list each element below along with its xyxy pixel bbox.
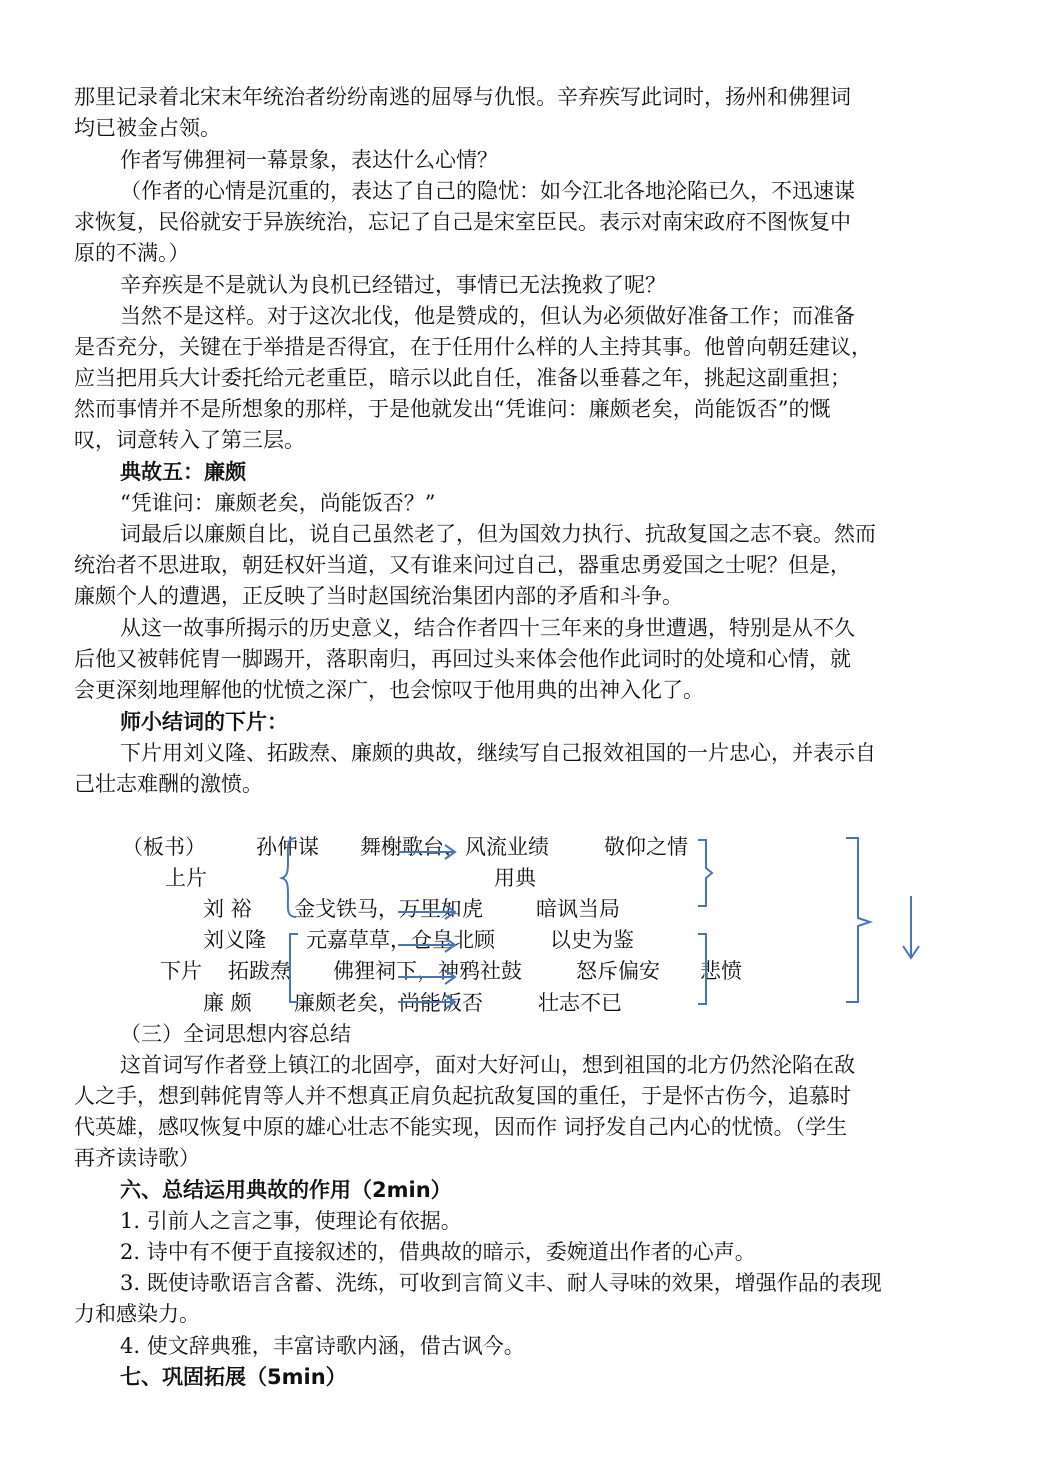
- section-heading: 师小结词的下片：: [120, 710, 288, 734]
- board-lower-label: 下片: [160, 959, 202, 983]
- board-name: 拓跋焘: [228, 959, 291, 983]
- section-heading: 七、巩固拓展（5min）: [120, 1365, 347, 1389]
- board-meaning: 以史为鉴: [550, 928, 634, 952]
- list-item: 1. 引前人之言之事，使理论有依据。: [120, 1209, 462, 1233]
- text-line: 那里记录着北宋末年统治者纷纷南逃的屈辱与仇恨。辛弃疾写此词时，扬州和佛狸词: [74, 85, 851, 109]
- text-line: 求恢复，民俗就安于异族统治，忘记了自己是宋室臣民。表示对南宋政府不图恢复中: [74, 210, 851, 234]
- board-feeling-label: 悲愤: [700, 959, 742, 983]
- list-item: 4. 使文辞典雅，丰富诗歌内涵，借古讽今。: [120, 1334, 525, 1358]
- board-event: 佛狸祠下，神鸦社鼓: [333, 959, 522, 983]
- text-line: 是否充分，关键在于举措是否得宜，在于任用什么样的人主持其事。他曾向朝廷建议，: [74, 335, 872, 359]
- board-meaning: 怒斥偏安: [576, 959, 660, 983]
- quote-line: “凭谁问：廉颇老矣，尚能饭否？”: [120, 491, 436, 515]
- text-line: 这首词写作者登上镇江的北固亭，面对大好河山，想到祖国的北方仍然沦陷在敌: [120, 1053, 855, 1077]
- text-line: 再齐读诗歌）: [74, 1146, 200, 1170]
- text-line: 辛弃疾是不是就认为良机已经错过，事情已无法挽救了呢？: [120, 273, 666, 297]
- list-item: 3. 既使诗歌语言含蓄、洗练，可收到言简义丰、耐人寻味的效果，增强作品的表现: [120, 1271, 882, 1295]
- board-meaning: 壮志不已: [538, 991, 622, 1015]
- text-line: 叹，词意转入了第三层。: [74, 428, 305, 452]
- list-item: 2. 诗中有不便于直接叙述的，借典故的暗示，委婉道出作者的心声。: [120, 1240, 756, 1264]
- text-line: 然而事情并不是所想象的那样，于是他就发出“凭谁问：廉颇老矣，尚能饭否”的慨: [74, 397, 831, 421]
- text-line: 应当把用兵大计委托给元老重臣，暗示以此自任，准备以垂暮之年，挑起这副重担；: [74, 366, 851, 390]
- board-meaning: 敬仰之情: [604, 835, 688, 859]
- board-name: 刘义隆: [203, 928, 266, 952]
- board-event: 舞榭歌台，风流业绩: [360, 835, 549, 859]
- text-line: 统治者不思进取，朝廷权奸当道，又有谁来问过自己，器重忠勇爱国之士呢？但是，: [74, 553, 851, 577]
- board-label: （板书）: [122, 835, 206, 859]
- text-line: 词最后以廉颇自比，说自己虽然老了，但为国效力执行、抗敌复国之志不衰。然而: [120, 522, 876, 546]
- board-event: 廉颇老矣，尚能饭否: [294, 991, 483, 1015]
- text-line: （三）全词思想内容总结: [120, 1022, 351, 1046]
- text-line: 人之手，想到韩侂胄等人并不想真正肩负起抗敌复国的重任，于是怀古伤今，追慕时: [74, 1084, 851, 1108]
- board-upper-label: 上片: [165, 866, 207, 890]
- text-line: 均已被金占领。: [74, 116, 221, 140]
- board-name: 孙仲谋: [256, 835, 319, 859]
- text-line: 当然不是这样。对于这次北伐，他是赞成的，但认为必须做好准备工作；而准备: [120, 304, 855, 328]
- board-event: 金戈铁马，万里如虎: [294, 897, 483, 921]
- section-heading: 典故五：廉颇: [120, 460, 246, 484]
- text-line: 原的不满。）: [74, 241, 190, 265]
- text-line: 己壮志难酬的激愤。: [74, 772, 263, 796]
- text-line: 廉颇个人的遭遇，正反映了当时赵国统治集团内部的矛盾和斗争。: [74, 584, 683, 608]
- text-line: 会更深刻地理解他的忧愤之深广，也会惊叹于他用典的出神入化了。: [74, 678, 704, 702]
- right-brace-upper: [698, 840, 712, 906]
- text-line: 从这一故事所揭示的历史意义，结合作者四十三年来的身世遭遇，特别是从不久: [120, 616, 855, 640]
- board-middle-label: 用典: [494, 866, 536, 890]
- board-meaning: 暗讽当局: [536, 897, 620, 921]
- list-item-continuation: 力和感染力。: [74, 1302, 200, 1326]
- text-line: 作者写佛狸祠一幕景象，表达什么心情？: [120, 148, 498, 172]
- text-line: 后他又被韩侂胄一脚踢开，落职南归，再回过头来体会他作此词时的处境和心情，就: [74, 647, 851, 671]
- text-line: 下片用刘义隆、拓跋焘、廉颇的典故，继续写自己报效祖国的一片忠心，并表示自: [120, 741, 876, 765]
- board-name: 廉 颇: [203, 991, 252, 1015]
- board-event: 元嘉草草，仓皇北顾: [306, 928, 495, 952]
- board-name: 刘 裕: [203, 897, 252, 921]
- down-arrow: [903, 896, 919, 958]
- big-right-brace: [846, 838, 870, 1002]
- section-heading: 六、总结运用典故的作用（2min）: [120, 1178, 452, 1202]
- text-line: （作者的心情是沉重的，表达了自己的隐忧：如今江北各地沦陷已久，不迅速谋: [120, 179, 855, 203]
- text-line: 代英雄，感叹恢复中原的雄心壮志不能实现，因而作 词抒发自己内心的忧愤。（学生: [74, 1115, 848, 1139]
